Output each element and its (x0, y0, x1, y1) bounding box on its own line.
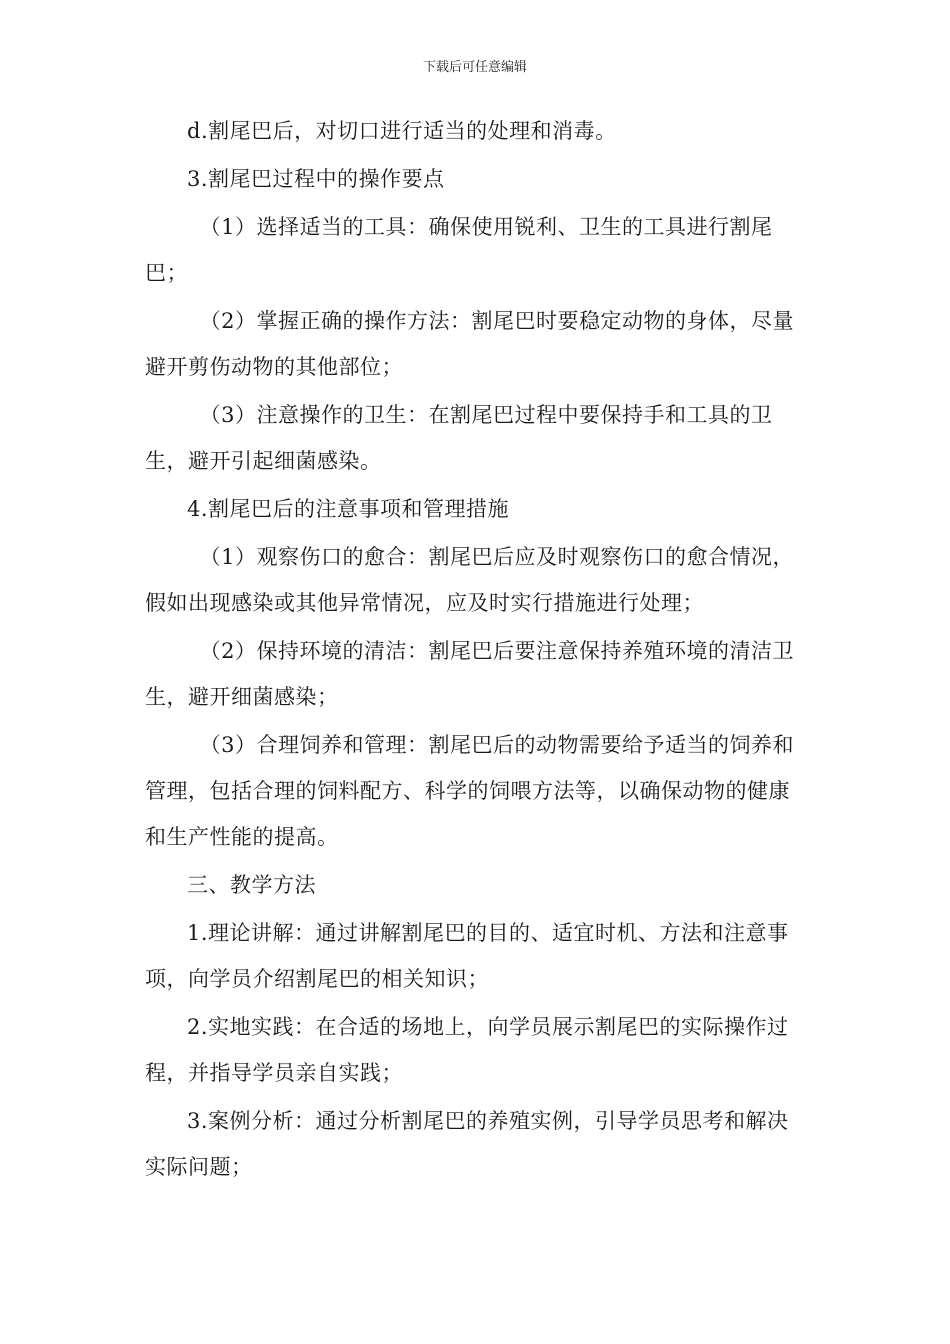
section-heading-teaching-methods: 三、教学方法 (187, 873, 316, 897)
paragraph-3-1: （1）选择适当的工具：确保使用锐利、卫生的工具进行割尾巴； (145, 215, 773, 285)
paragraph-3-2: （2）掌握正确的操作方法：割尾巴时要稳定动物的身体，尽量避开剪伤动物的其他部位； (145, 309, 794, 379)
paragraph-4-1: （1）观察伤口的愈合：割尾巴后应及时观察伤口的愈合情况，假如出现感染或其他异常情况，应及时实行措施进行处理； (145, 545, 794, 615)
paragraph-1: d.割尾巴后，对切口进行适当的处理和消毒。 (187, 119, 617, 143)
page-header: 下载后可任意编辑 (422, 60, 527, 75)
document-body (145, 108, 810, 1192)
method-1: 1.理论讲解：通过讲解割尾巴的目的、适宜时机、方法和注意事项，向学员介绍割尾巴的相关知识； (145, 921, 789, 991)
section-heading-3: 3.割尾巴过程中的操作要点 (187, 167, 445, 191)
method-3: 3.案例分析：通过分析割尾巴的养殖实例，引导学员思考和解决实际问题； (145, 1109, 789, 1179)
paragraph-3-3: （3）注意操作的卫生：在割尾巴过程中要保持手和工具的卫生，避开引起细菌感染。 (145, 403, 773, 473)
section-heading-4: 4.割尾巴后的注意事项和管理措施 (187, 497, 510, 521)
method-2: 2.实地实践：在合适的场地上，向学员展示割尾巴的实际操作过程，并指导学员亲自实践； (145, 1015, 789, 1085)
paragraph-4-2: （2）保持环境的清洁：割尾巴后要注意保持养殖环境的清洁卫生，避开细菌感染； (145, 639, 794, 709)
paragraph-4-3: （3）合理饲养和管理：割尾巴后的动物需要给予适当的饲养和管理，包括合理的饲料配方、科学的饲喂方法等，以确保动物的健康和生产性能的提高。 (145, 733, 794, 849)
